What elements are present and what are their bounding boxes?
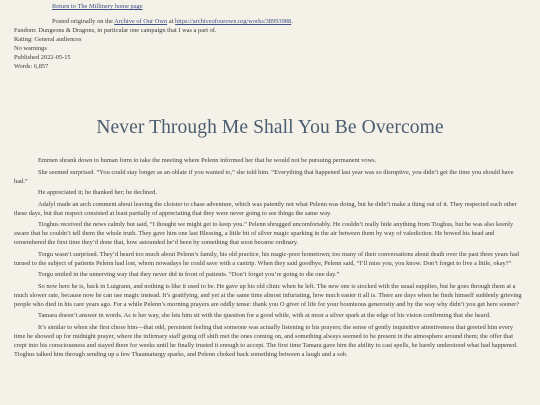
story-body [14, 157, 526, 360]
story-paragraph: Tamara doesn’t answer in words. As is her way, she lets him sit with the question for a good while, with at most a silver spark at the edge of his vision confirming that she heard. [38, 312, 491, 320]
story-paragraph: He appreciated it; he thanked her; he declined. [38, 189, 157, 197]
archive-link[interactable]: Archive of Our Own [114, 17, 168, 25]
story-paragraph: Emmen shrank down to human form to take the meeting where Pelenn informed her that he would not be pursuing permanent vows. [38, 157, 377, 165]
words-line: Words: 6,857 [14, 62, 49, 70]
work-metadata [14, 18, 526, 72]
story-title: Never Through Me Shall You Be Overcome [96, 116, 444, 138]
posted-prefix: Posted originally on the [52, 17, 115, 25]
story-paragraph: So now here he is, back in Luigrann, and nothing is like it used to be. He gave up his old clinic when he left. The new one is stocked with the usual supplies, but he goes through them at a much slower rate, because now he can use magic instead. It’s gratifying, and yet at the same time almost infuriating, how much easier it all is. There are days when he finds himself suddenly grieving people who died in his care years ago. For a while Pelenn’s morning prayers are oddly tense: thank you O giver of life for your bounteous generosity and by the way why didn’t you get here sooner? [14, 282, 522, 308]
story-paragraph: Tioghus received the news calmly but said, “I thought we might get to keep you.” Pelenn shrugged uncomfortably. He couldn’t really hide anything from Tioghus, but he was also keenly aware that he couldn’t tell them the whole truth. They gave him one last Blessing, a little bit of silver magic sparking in the air between them by way of valediction. He bowed his head and remembered the first time they’d done that, how astounded he’d been by something that soon became ordinary. [14, 221, 514, 247]
warnings-line: No warnings [14, 44, 47, 52]
work-url-link[interactable]: https://archiveofourown.org/works/38993988 [175, 17, 292, 25]
rating-line: Rating: General audiences [14, 35, 82, 43]
story-paragraph: Torgu wasn’t surprised. They’d heard too much about Pelenn’s family, his old practice, his magic-poor hometown; too many of their conversations about death over the past three years had turned to the subject of patients Pelenn had lost, whom nowadays he could save with a cantrip. When they said goodbye, Pelenn said, “I’ll miss you, you know. Don’t forget to live a little, okay?” [14, 250, 519, 267]
story-paragraph: Adalyl made an arch comment about leaving the cloister to chase adventure, which was patently not what Pelenn was doing, but he didn’t make a thing out of it. They respected each other these days, but that respect consisted at least partially of appreciating that they were never going to see things the same way. [14, 200, 517, 217]
story-paragraph: She seemed surprised. “You could stay longer as an oblate if you wanted to,” she told him. “Everything that happened last year was so disruptive, you didn’t get the time you should have had.” [14, 168, 514, 185]
story-paragraph: Torgu smiled in the unnerving way that they never did in front of patients. “Don’t forget you’re going to die one day.” [38, 271, 340, 279]
published-line: Published 2022-05-15 [14, 53, 71, 61]
fandom-line: Fandom: Dungeons & Dragons, in particular one campaign that I was a part of. [14, 26, 217, 34]
story-paragraph: It’s similar to when she first chose him—that odd, persistent feeling that someone was actually listening to his prayers; the sense of gently inquisitive attentiveness that greeted him every time he showed up for midnight prayer, where the infirmary staff going off shift met the ones coming on, and something always seemed to be present in the atmosphere around them; the offer that crept into his consciousness and stayed there for weeks until he finally trusted it enough to accept. The first time Tamara gave him the ability to cast spells, he barely understood what had happened. Tioghus talked him through sending up a few Thaumaturgy sparks, and Pelenn choked back something between a laugh and a sob. [14, 323, 518, 358]
posted-suffix: . [291, 17, 293, 25]
posted-line [52, 18, 526, 27]
posted-at: at [167, 17, 176, 25]
home-link[interactable]: Return to The Millinery home page [52, 3, 143, 10]
